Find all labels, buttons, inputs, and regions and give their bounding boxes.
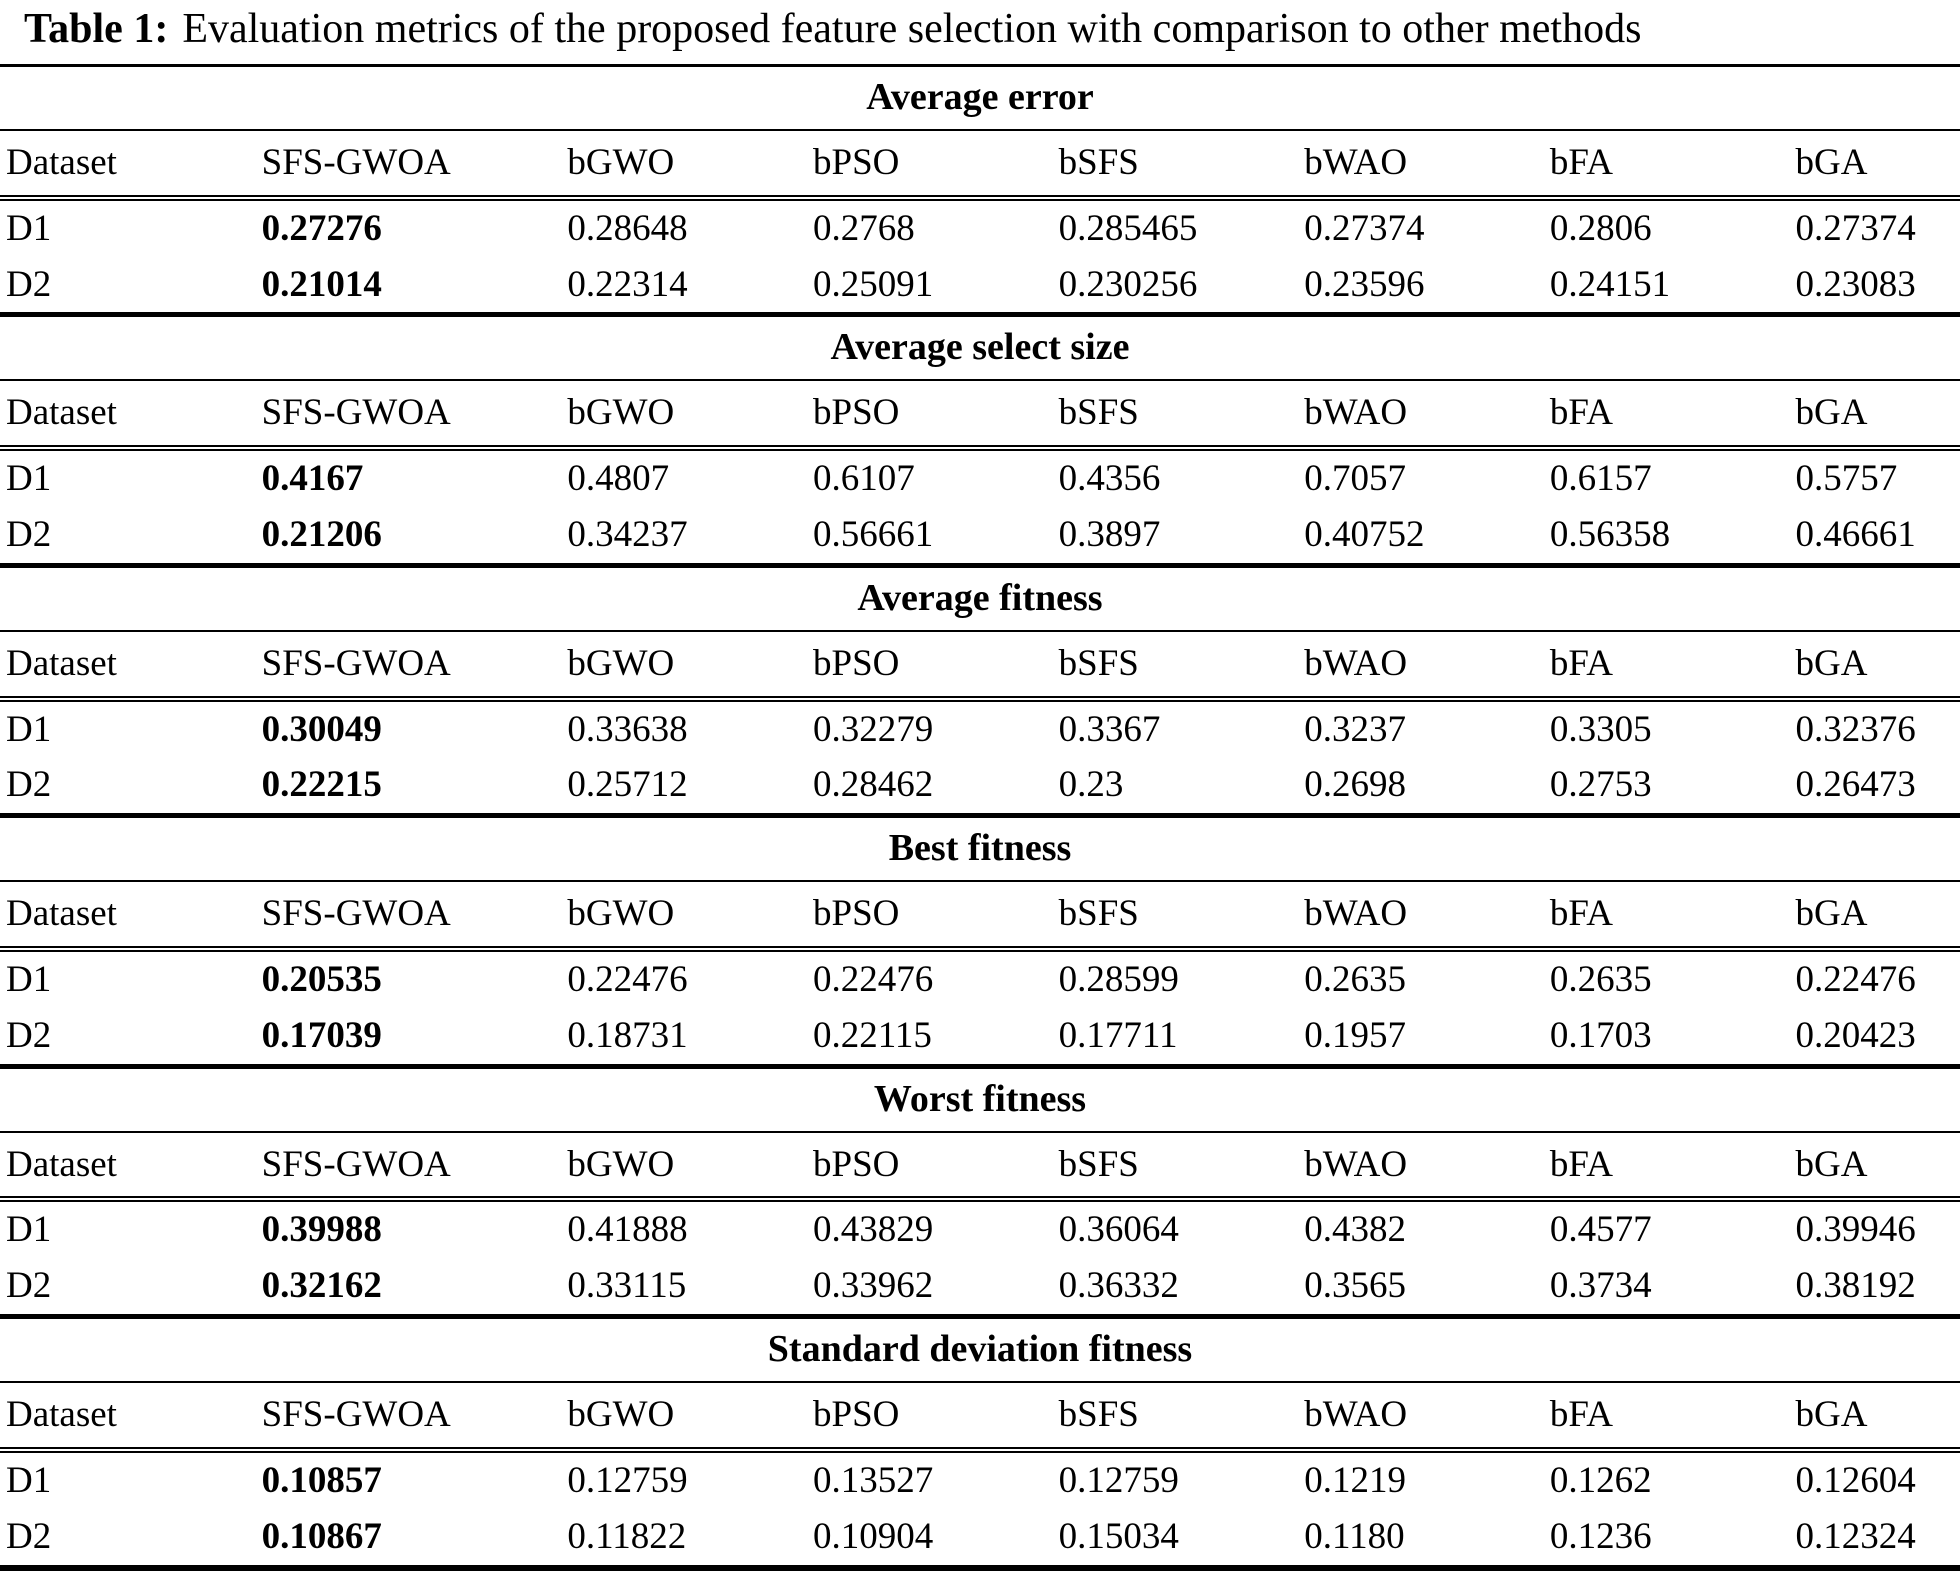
value-cell: 0.10867 (261, 1515, 382, 1557)
column-header-sfs-gwoa: SFS-GWOA (256, 380, 562, 448)
value-cell: 0.38192 (1795, 1265, 1916, 1307)
value-cell: 0.30049 (261, 708, 382, 750)
column-header-bwao: bWAO (1298, 1132, 1544, 1200)
column-header-dataset: Dataset (0, 1132, 256, 1200)
metrics-table-body (0, 66, 1960, 1568)
value-cell: 0.17711 (1058, 1014, 1178, 1056)
column-header-bpso: bPSO (807, 1132, 1053, 1200)
dataset-label: D2 (6, 1014, 52, 1056)
value-cell: 0.4356 (1058, 458, 1161, 500)
column-header-bsfs: bSFS (1053, 1382, 1299, 1450)
table-row (0, 1199, 1960, 1258)
value-cell: 0.28599 (1058, 959, 1179, 1000)
table-row (0, 1258, 1960, 1316)
value-cell: 0.2806 (1549, 207, 1652, 249)
column-header-bgwo: bGWO (561, 1382, 807, 1450)
table-row (0, 757, 1960, 815)
column-header-bwao: bWAO (1298, 881, 1544, 949)
value-cell: 0.2635 (1304, 959, 1407, 1000)
column-header-bga: bGA (1790, 130, 1960, 198)
value-cell: 0.4167 (261, 458, 364, 500)
column-header-dataset: Dataset (0, 881, 256, 949)
value-cell: 0.12759 (567, 1459, 688, 1501)
value-cell: 0.23 (1058, 764, 1124, 806)
value-cell: 0.1957 (1304, 1014, 1407, 1056)
value-cell: 0.22476 (567, 959, 688, 1000)
value-cell: 0.2698 (1304, 764, 1407, 806)
dataset-label: D2 (6, 1265, 52, 1307)
column-header-dataset: Dataset (0, 631, 256, 699)
value-cell: 0.12324 (1795, 1515, 1916, 1557)
table-row (0, 1509, 1960, 1568)
column-header-row (0, 1382, 1960, 1450)
value-cell: 0.18731 (567, 1014, 688, 1056)
value-cell: 0.3305 (1549, 708, 1652, 750)
value-cell: 0.2768 (813, 207, 915, 249)
column-header-bpso: bPSO (807, 130, 1053, 198)
value-cell: 0.3734 (1549, 1265, 1652, 1307)
table-row (0, 949, 1960, 1008)
section-title-row (0, 565, 1960, 630)
value-cell: 0.22115 (813, 1014, 932, 1056)
value-cell: 0.34237 (567, 514, 688, 555)
section-title: Worst fitness (0, 1066, 1960, 1131)
value-cell: 0.43829 (813, 1209, 934, 1251)
value-cell: 0.32279 (813, 708, 934, 750)
table-row (0, 198, 1960, 257)
column-header-bga: bGA (1790, 631, 1960, 699)
dataset-label: D1 (6, 1209, 52, 1251)
value-cell: 0.230256 (1058, 263, 1198, 305)
dataset-label: D1 (6, 1459, 52, 1501)
column-header-bgwo: bGWO (561, 130, 807, 198)
column-header-bfa: bFA (1544, 1382, 1790, 1450)
column-header-bga: bGA (1790, 1382, 1960, 1450)
column-header-bfa: bFA (1544, 881, 1790, 949)
value-cell: 0.3237 (1304, 708, 1407, 750)
value-cell: 0.39946 (1795, 1209, 1916, 1251)
value-cell: 0.21206 (261, 514, 382, 555)
table-row (0, 507, 1960, 565)
value-cell: 0.1219 (1304, 1459, 1407, 1501)
value-cell: 0.1236 (1549, 1515, 1652, 1557)
column-header-dataset: Dataset (0, 130, 256, 198)
column-header-row (0, 130, 1960, 198)
dataset-label: D1 (6, 959, 52, 1000)
column-header-bsfs: bSFS (1053, 1132, 1299, 1200)
caption-text: Evaluation metrics of the proposed feature selection with comparison to other methods (182, 6, 1642, 52)
column-header-dataset: Dataset (0, 1382, 256, 1450)
column-header-bwao: bWAO (1298, 380, 1544, 448)
column-header-sfs-gwoa: SFS-GWOA (256, 1132, 562, 1200)
table-row (0, 448, 1960, 507)
value-cell: 0.33962 (813, 1265, 934, 1307)
value-cell: 0.22215 (261, 764, 382, 806)
column-header-row (0, 1132, 1960, 1200)
value-cell: 0.27276 (261, 207, 382, 249)
section-title-row (0, 315, 1960, 380)
value-cell: 0.4382 (1304, 1209, 1407, 1251)
value-cell: 0.1262 (1549, 1459, 1652, 1501)
section-title: Best fitness (0, 816, 1960, 881)
section-title-row (0, 1066, 1960, 1131)
value-cell: 0.6107 (813, 458, 915, 500)
section-title: Standard deviation fitness (0, 1317, 1960, 1382)
section-title: Average fitness (0, 565, 1960, 630)
value-cell: 0.3565 (1304, 1265, 1407, 1307)
column-header-bwao: bWAO (1298, 631, 1544, 699)
column-header-bfa: bFA (1544, 380, 1790, 448)
value-cell: 0.12759 (1058, 1459, 1179, 1501)
column-header-bgwo: bGWO (561, 1132, 807, 1200)
column-header-sfs-gwoa: SFS-GWOA (256, 631, 562, 699)
value-cell: 0.4577 (1549, 1209, 1652, 1251)
section-title-row (0, 816, 1960, 881)
value-cell: 0.40752 (1304, 514, 1425, 555)
value-cell: 0.22476 (1795, 959, 1916, 1000)
column-header-dataset: Dataset (0, 380, 256, 448)
column-header-bsfs: bSFS (1053, 130, 1299, 198)
value-cell: 0.21014 (261, 263, 382, 305)
value-cell: 0.33638 (567, 708, 688, 750)
value-cell: 0.25712 (567, 764, 688, 806)
value-cell: 0.4807 (567, 458, 670, 500)
table-caption (0, 0, 1960, 64)
value-cell: 0.7057 (1304, 458, 1407, 500)
dataset-label: D2 (6, 764, 52, 806)
column-header-bpso: bPSO (807, 1382, 1053, 1450)
dataset-label: D1 (6, 207, 52, 249)
table-row (0, 257, 1960, 315)
value-cell: 0.10857 (261, 1459, 382, 1501)
value-cell: 0.23083 (1795, 263, 1916, 305)
value-cell: 0.5757 (1795, 458, 1898, 500)
value-cell: 0.27374 (1795, 207, 1916, 249)
value-cell: 0.20535 (261, 959, 382, 1000)
column-header-bsfs: bSFS (1053, 631, 1299, 699)
column-header-bwao: bWAO (1298, 130, 1544, 198)
value-cell: 0.11822 (567, 1515, 687, 1557)
column-header-bgwo: bGWO (561, 631, 807, 699)
column-header-bpso: bPSO (807, 631, 1053, 699)
column-header-sfs-gwoa: SFS-GWOA (256, 1382, 562, 1450)
column-header-bsfs: bSFS (1053, 380, 1299, 448)
value-cell: 0.39988 (261, 1209, 382, 1251)
value-cell: 0.12604 (1795, 1459, 1916, 1501)
value-cell: 0.17039 (261, 1014, 382, 1056)
value-cell: 0.2635 (1549, 959, 1652, 1000)
column-header-bga: bGA (1790, 881, 1960, 949)
column-header-bga: bGA (1790, 1132, 1960, 1200)
value-cell: 0.33115 (567, 1265, 687, 1307)
table-row (0, 1008, 1960, 1066)
value-cell: 0.24151 (1549, 263, 1671, 305)
value-cell: 0.285465 (1058, 207, 1198, 249)
section-title: Average error (0, 66, 1960, 130)
value-cell: 0.20423 (1795, 1014, 1916, 1056)
column-header-bgwo: bGWO (561, 380, 807, 448)
section-title-row (0, 1317, 1960, 1382)
value-cell: 0.22314 (567, 263, 688, 305)
dataset-label: D2 (6, 263, 52, 305)
section-title: Average select size (0, 315, 1960, 380)
column-header-bpso: bPSO (807, 380, 1053, 448)
value-cell: 0.15034 (1058, 1515, 1179, 1557)
value-cell: 0.3367 (1058, 708, 1161, 750)
section-title-row (0, 66, 1960, 130)
value-cell: 0.36064 (1058, 1209, 1179, 1251)
column-header-sfs-gwoa: SFS-GWOA (256, 130, 562, 198)
value-cell: 0.56661 (813, 514, 934, 555)
dataset-label: D1 (6, 458, 52, 500)
column-header-row (0, 631, 1960, 699)
value-cell: 0.3897 (1058, 514, 1161, 555)
value-cell: 0.32162 (261, 1265, 382, 1307)
value-cell: 0.10904 (813, 1515, 934, 1557)
column-header-row (0, 881, 1960, 949)
table-row (0, 699, 1960, 758)
column-header-bsfs: bSFS (1053, 881, 1299, 949)
table-row (0, 1450, 1960, 1509)
column-header-bwao: bWAO (1298, 1382, 1544, 1450)
metrics-table (0, 64, 1960, 1571)
value-cell: 0.28648 (567, 207, 688, 249)
value-cell: 0.13527 (813, 1459, 934, 1501)
dataset-label: D1 (6, 708, 52, 750)
value-cell: 0.1703 (1549, 1014, 1652, 1056)
value-cell: 0.22476 (813, 959, 934, 1000)
value-cell: 0.26473 (1795, 764, 1916, 806)
value-cell: 0.56358 (1549, 514, 1671, 555)
value-cell: 0.32376 (1795, 708, 1916, 750)
dataset-label: D2 (6, 1515, 52, 1557)
value-cell: 0.41888 (567, 1209, 688, 1251)
value-cell: 0.28462 (813, 764, 934, 806)
column-header-bfa: bFA (1544, 1132, 1790, 1200)
value-cell: 0.36332 (1058, 1265, 1179, 1307)
column-header-bga: bGA (1790, 380, 1960, 448)
column-header-row (0, 380, 1960, 448)
value-cell: 0.2753 (1549, 764, 1652, 806)
value-cell: 0.1180 (1304, 1515, 1405, 1557)
column-header-bgwo: bGWO (561, 881, 807, 949)
column-header-bpso: bPSO (807, 881, 1053, 949)
value-cell: 0.27374 (1304, 207, 1425, 249)
value-cell: 0.23596 (1304, 263, 1425, 305)
value-cell: 0.46661 (1795, 514, 1916, 555)
column-header-sfs-gwoa: SFS-GWOA (256, 881, 562, 949)
column-header-bfa: bFA (1544, 631, 1790, 699)
caption-label: Table 1: (24, 6, 169, 52)
value-cell: 0.6157 (1549, 458, 1652, 500)
column-header-bfa: bFA (1544, 130, 1790, 198)
dataset-label: D2 (6, 514, 52, 555)
value-cell: 0.25091 (813, 263, 934, 305)
